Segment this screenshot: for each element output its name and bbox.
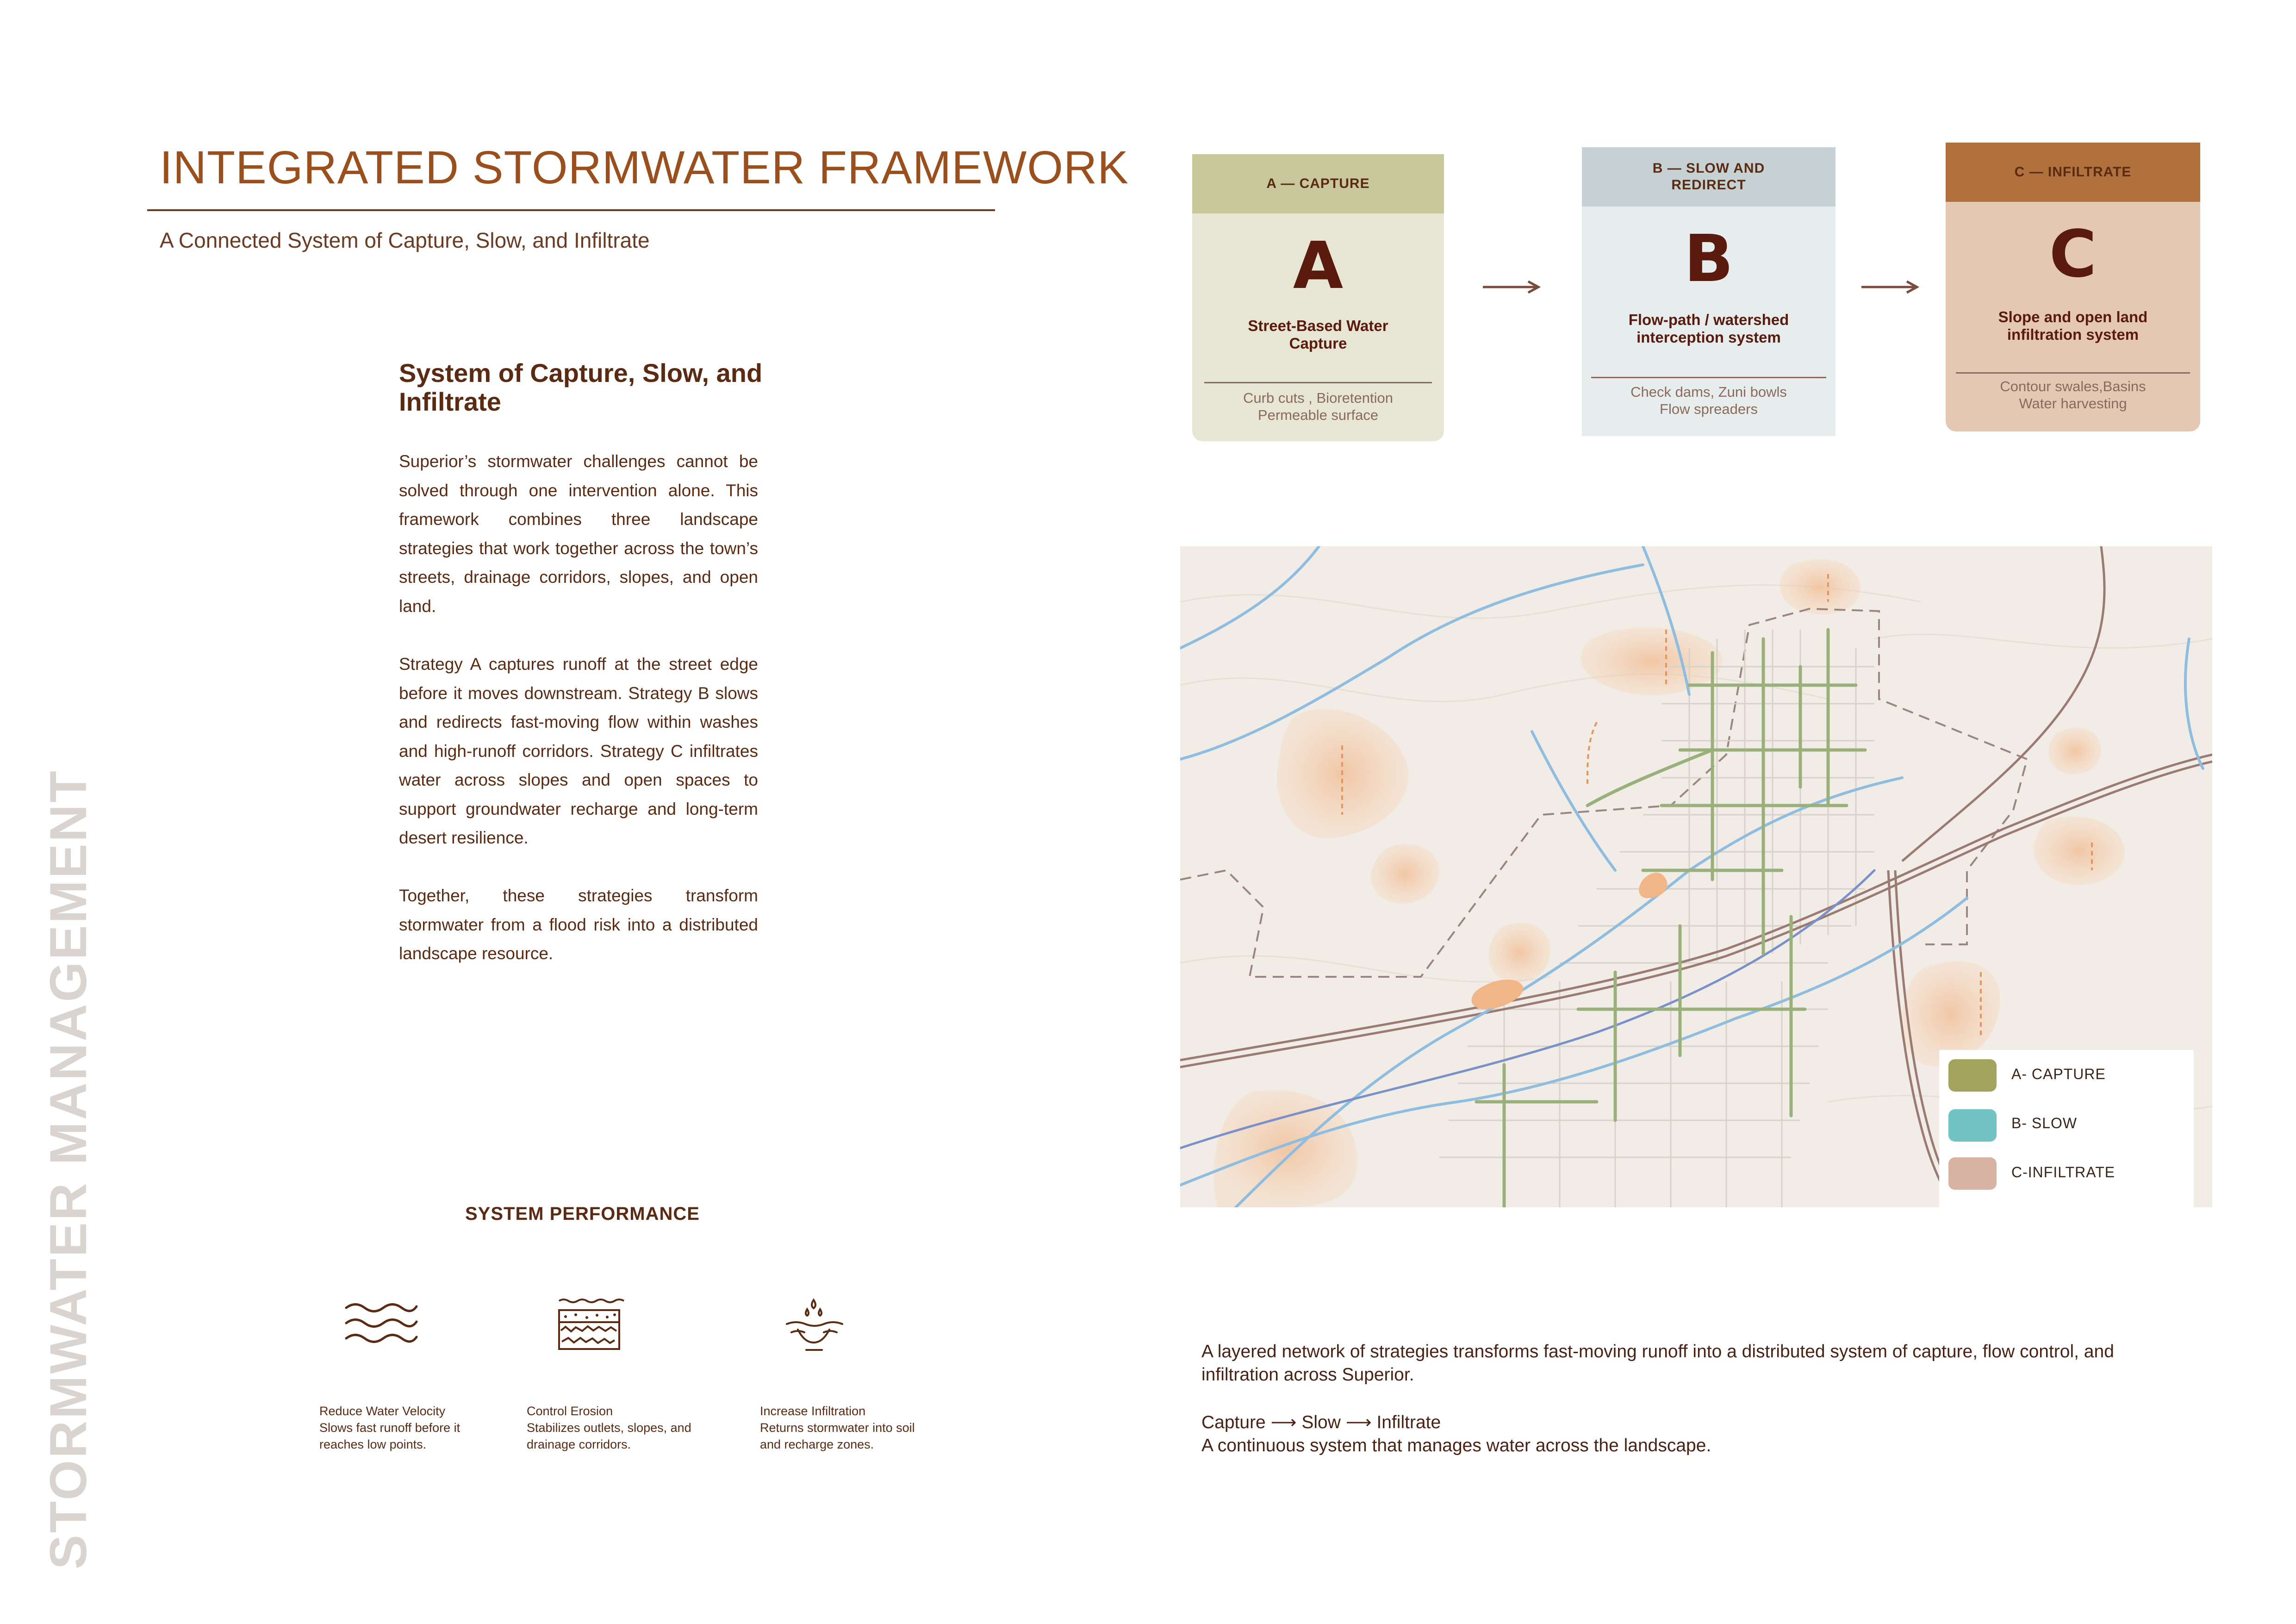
card-detail-line: Contour swales,Basins [2000,378,2146,394]
body-paragraph: Strategy A captures runoff at the street edge before it moves downstream. Strategy B slows and redirects fast-moving flow within washes and high-runoff corridors. Strategy C infiltrates water across slopes and open spaces to support groundwater recharge and long-term desert resilience. [399,655,758,847]
card-details [1946,378,2200,412]
performance-item [527,1403,693,1453]
map-legend [1939,1050,2194,1207]
arrow-right-icon [1860,278,1920,296]
title-divider [147,209,995,211]
performance-item [319,1403,486,1453]
card-divider [1956,372,2190,374]
performance-item-text: Returns stormwater into soil and recharge zones. [760,1421,915,1451]
section-heading: System of Capture, Slow, and Infiltrate [399,358,763,416]
card-detail-line: Flow spreaders [1660,401,1758,417]
strategy-card-infiltrate [1946,143,2200,431]
map-caption: A layered network of strategies transforms fast-moving runoff into a distributed system of capture, flow control, and infiltration across Superior. [1201,1342,2114,1385]
page-subtitle: A Connected System of Capture, Slow, and Infiltrate [160,228,650,252]
caption-sequence: Capture ⟶ Slow ⟶ Infiltrate [1201,1412,1441,1432]
performance-item-title: Control Erosion [527,1404,613,1418]
card-detail-line: Check dams, Zuni bowls [1630,384,1787,400]
card-details [1192,389,1444,424]
card-header: A — CAPTURE [1192,154,1444,213]
performance-item [760,1403,927,1453]
strategy-card-capture [1192,154,1444,441]
card-letter: B [1684,221,1734,297]
performance-item-title: Increase Infiltration [760,1404,866,1418]
card-detail-line: Curb cuts , Bioretention [1243,390,1393,406]
body-paragraph: Together, these strategies transform stormwater from a flood risk into a distributed landscape resource. [399,886,758,963]
card-letter: A [1293,228,1344,304]
legend-label: A- CAPTURE [2011,1066,2106,1082]
page-title: INTEGRATED STORMWATER FRAMEWORK [160,142,1129,194]
strategy-card-slow [1582,147,1836,436]
legend-label: B- SLOW [2011,1115,2078,1131]
legend-label: C-INFILTRATE [2011,1164,2116,1181]
legend-swatch-capture [1948,1059,1997,1092]
arrow-right-icon [1481,278,1541,296]
card-detail-line: Permeable surface [1257,407,1379,423]
water-waves-icon [342,1296,421,1356]
card-header: B — SLOW AND REDIRECT [1582,147,1836,206]
card-divider [1591,377,1826,378]
performance-item-text: Stabilizes outlets, slopes, and drainage corridors. [527,1421,691,1451]
side-title: STORMWATER MANAGEMENT [39,769,97,1569]
card-detail-line: Water harvesting [2019,395,2127,412]
card-letter: C [2049,217,2097,292]
soil-layers-icon [554,1296,633,1356]
card-details [1582,383,1836,418]
card-title: Flow-path / watershed interception system [1628,311,1789,346]
performance-item-title: Reduce Water Velocity [319,1404,446,1418]
body-paragraph: Superior’s stormwater challenges cannot be solved through one intervention alone. This framework combines three landscape strategies that work together across the town’s streets, drainage corridors, slopes, and open land. [399,452,758,616]
legend-swatch-infiltrate [1948,1157,1997,1190]
legend-swatch-slow [1948,1109,1997,1142]
performance-item-text: Slows fast runoff before it reaches low points. [319,1421,460,1451]
card-title: Slope and open land infiltration system [1998,308,2148,343]
card-divider [1204,382,1432,383]
card-header: C — INFILTRATE [1946,143,2200,202]
caption-summary: A continuous system that manages water across the landscape. [1201,1436,1711,1455]
card-title: Street-Based Water Capture [1248,317,1388,352]
performance-heading: SYSTEM PERFORMANCE [465,1204,700,1224]
infiltration-drop-icon [778,1296,856,1356]
